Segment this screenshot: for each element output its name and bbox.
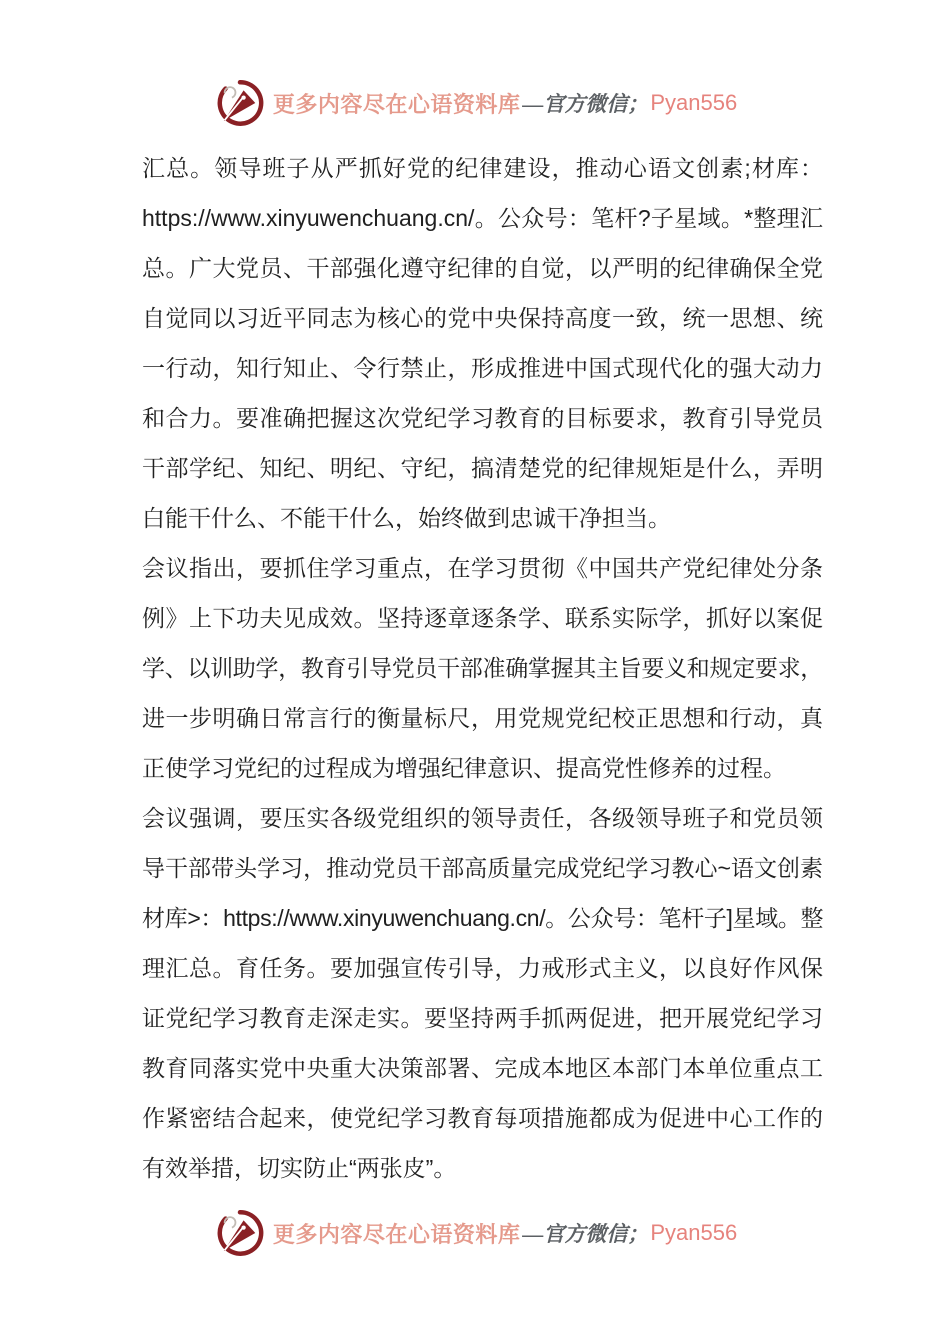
text-line: 干部学纪、知纪、明纪、守纪，搞清楚党的纪律规矩是什么，弄明 xyxy=(142,455,823,481)
text-line: 汇总。领导班子从严抓好党的纪律建设，推动心语文创素;材库： xyxy=(142,155,823,181)
text-line: 例》上下功夫见成效。坚持逐章逐条学、联系实际学，抓好以案促 xyxy=(142,605,823,631)
pen-circle-logo-icon xyxy=(213,1204,267,1262)
document-body xyxy=(142,143,823,1193)
text-line: 自觉同以习近平同志为核心的党中央保持高度一致，统一思想、统 xyxy=(142,305,823,331)
footer-watermark xyxy=(0,1202,950,1264)
wechat-id: Pyan556 xyxy=(650,1220,738,1245)
header-watermark xyxy=(0,72,950,134)
text-line: 理汇总。育任务。要加强宣传引导，力戒形式主义，以良好作风保 xyxy=(142,955,823,981)
text-line: 进一步明确日常言行的衡量标尺，用党规党纪校正思想和行动，真 xyxy=(142,705,823,731)
brand-text: 更多内容尽在心语资料库 xyxy=(272,1221,521,1247)
text-line: 材库>：https://www.xinyuwenchuang.cn/。公众号：笔杆子]星域。整 xyxy=(142,905,823,931)
text-line: 作紧密结合起来，使党纪学习教育每项措施都成为促进中心工作的 xyxy=(142,1105,823,1131)
text-line: 总。广大党员、干部强化遵守纪律的自觉，以严明的纪律确保全党 xyxy=(142,255,823,281)
text-line: 会议强调，要压实各级党组织的领导责任，各级领导班子和党员领 xyxy=(142,805,823,831)
wechat-label: —官方微信； xyxy=(522,1222,649,1246)
text-line: 学、以训助学，教育引导党员干部准确掌握其主旨要义和规定要求， xyxy=(142,655,823,681)
text-line: 有效举措，切实防止“两张皮”。 xyxy=(142,1155,457,1181)
text-line: 导干部带头学习，推动党员干部高质量完成党纪学习教心~语文创素 xyxy=(142,855,823,881)
text-line: 和合力。要准确把握这次党纪学习教育的目标要求，教育引导党员 xyxy=(142,405,823,431)
wechat-label: —官方微信； xyxy=(522,92,649,116)
text-line: 证党纪学习教育走深走实。要坚持两手抓两促进，把开展党纪学习 xyxy=(142,1005,823,1031)
pen-circle-logo-icon xyxy=(213,74,267,132)
text-line: 正使学习党纪的过程成为增强纪律意识、提高党性修养的过程。 xyxy=(142,755,786,781)
brand-text: 更多内容尽在心语资料库 xyxy=(272,91,521,117)
wechat-id: Pyan556 xyxy=(650,90,738,115)
text-line: 教育同落实党中央重大决策部署、完成本地区本部门本单位重点工 xyxy=(142,1055,823,1081)
text-line: https://www.xinyuwenchuang.cn/。公众号：笔杆?子星域。*整理汇 xyxy=(142,205,823,231)
text-line: 白能干什么、不能干什么，始终做到忠诚干净担当。 xyxy=(142,505,671,531)
text-line: 一行动，知行知止、令行禁止，形成推进中国式现代化的强大动力 xyxy=(142,355,823,381)
text-line: 会议指出，要抓住学习重点，在学习贯彻《中国共产党纪律处分条 xyxy=(142,555,823,581)
